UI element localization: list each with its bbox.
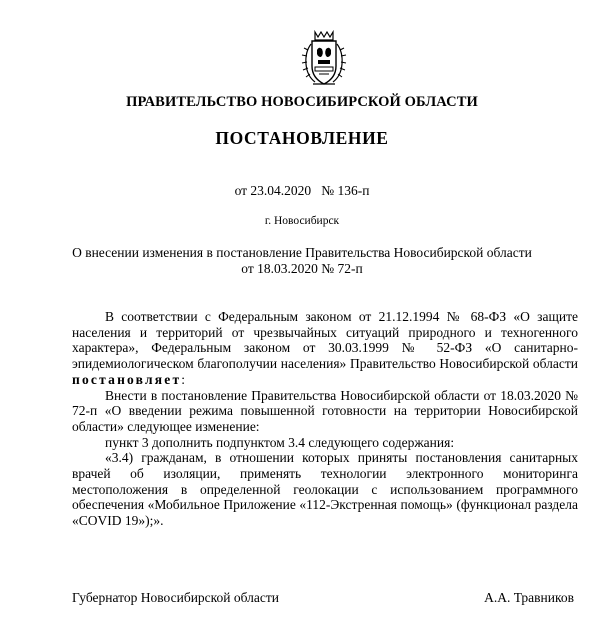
government-title: ПРАВИТЕЛЬСТВО НОВОСИБИРСКОЙ ОБЛАСТИ	[126, 94, 478, 110]
paragraph-preamble	[72, 309, 578, 388]
signatory-name: А.А. Травников	[484, 590, 574, 605]
novosibirsk-coat-of-arms-icon	[299, 30, 349, 88]
paragraph-subpoint: «3.4) гражданам, в отношении которых приняты постановления санитарных врачей об изоляции, применять технологии электронного мониторинга местоположения в определенной геолокации с использованием программного обеспечения «Мобильное Приложение «112-Экстренная помощь» (функционал раздела «COVID 19»);».	[72, 450, 578, 529]
subject-line-1: О внесении изменения в постановление Правительства Новосибирской области	[72, 245, 532, 260]
preamble-end: :	[181, 371, 186, 387]
document-date: от 23.04.2020	[234, 183, 312, 198]
document-type-title: ПОСТАНОВЛЕНИЕ	[215, 128, 389, 148]
document-subject	[30, 245, 574, 277]
date-number-line	[0, 183, 604, 199]
subject-line-2: от 18.03.2020 № 72-п	[241, 261, 363, 276]
document-number: № 136-п	[321, 183, 370, 198]
document-body	[72, 309, 578, 529]
signatory-position: Губернатор Новосибирской области	[72, 590, 280, 605]
preamble-text: В соответствии с Федеральным законом от 21.12.1994 № 68-ФЗ «О защите населения и территорий от чрезвычайных ситуаций природного и техногенного характера», Федеральным законом от 30.03.1999 № 52-ФЗ «О санитарно-эпидемиологическом благополучии населения» Правительство Новосибирской области	[72, 309, 578, 372]
paragraph-point: пункт 3 дополнить подпунктом 3.4 следующего содержания:	[105, 434, 455, 450]
paragraph-amendment: Внести в постановление Правительства Новосибирской области от 18.03.2020 № 72-п «О введении режима повышенной готовности на территории Новосибирской области» следующее изменение:	[72, 387, 578, 434]
preamble-emphasis: постановляет	[72, 371, 182, 387]
city-line: г. Новосибирск	[264, 215, 340, 227]
